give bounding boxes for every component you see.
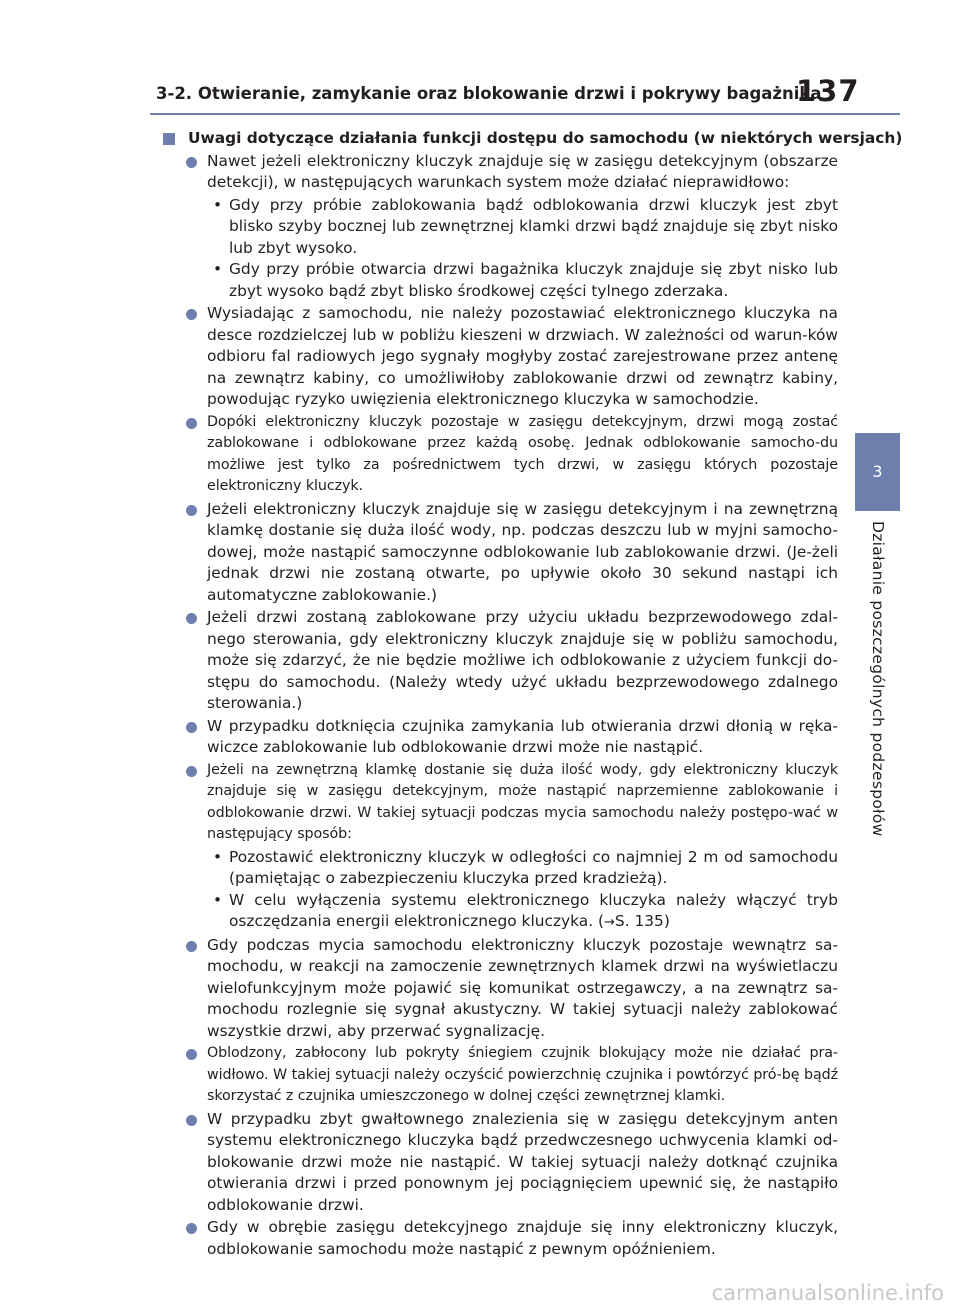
circle-bullet-icon [186, 613, 197, 624]
circle-bullet-icon [186, 1223, 197, 1234]
sub-list-item-text: Gdy przy próbie zablokowania bądź odblokowania drzwi kluczyk jest zbyt blisko szyby bocznej lub zewnętrznej klamki drzwi bądź znajduje się zbyt nisko lub zbyt wysoko. [229, 195, 838, 257]
list-item [163, 607, 838, 715]
page-reference: S. 135) [614, 912, 670, 930]
section-heading [163, 128, 903, 150]
sub-list-item [163, 195, 838, 260]
section-heading-text: Uwagi dotyczące działania funkcji dostępu do samochodu (w niektórych wersjach) [188, 129, 903, 147]
list-item [163, 760, 838, 846]
circle-bullet-icon [186, 309, 197, 320]
list-item [163, 1043, 838, 1108]
list-item-text: Oblodzony, zabłocony lub pokryty śniegiem czujnik blokujący może nie działać pra-widłowo. W takiej sytuacji należy oczyścić powierzchnię czujnika i powtórzyć pró-bę bądź skorzystać z czujnika umieszczonego w dolnej części zewnętrznej klamki. [207, 1045, 838, 1104]
list-item-text: Wysiadając z samochodu, nie należy pozostawiać elektronicznego kluczyka na desce rozdzielczej lub w pobliżu kieszeni w drzwiach. W zależności od warun-ków odbioru fal radiowych jego sygnały mogłyby zostać zarejestrowane przez antenę na zewnątrz kabiny, co umożliwiłoby zablokowanie drzwi od zewnątrz kabiny, powodując ryzyko uwięzienia elektronicznego kluczyka w samochodzie. [207, 304, 838, 408]
circle-bullet-icon [186, 505, 197, 516]
watermark: carmanualsonline.info [711, 1281, 944, 1305]
list-item-text: Jeżeli elektroniczny kluczyk znajduje się w zasięgu detekcyjnym i na zewnętrzną klamkę dostanie się duża ilość wody, np. podczas deszczu lub w myjni samocho-dowej, może nastąpić samoczynne odblokowanie lub zablokowanie drzwi. (Je-żeli jednak drzwi nie zostaną otwarte, po upływie około 30 sekund nastąpi ich automatyczne zablokowanie.) [207, 499, 838, 604]
sub-list-item-text: Gdy przy próbie otwarcia drzwi bagażnika kluczyk znajduje się zbyt nisko lub zbyt wysoko bądź zbyt blisko środkowej części tylnego zderzaka. [229, 260, 838, 300]
sub-list-item [163, 890, 838, 934]
list-item-text: Gdy w obrębie zasięgu detekcyjnego znajduje się inny elektroniczny kluczyk, odblokowanie samochodu może nastąpić z pewnym opóźnieniem. [207, 1218, 838, 1258]
list-item [163, 935, 838, 1043]
list-item-text: Dopóki elektroniczny kluczyk pozostaje w zasięgu detekcyjnym, drzwi mogą zostać zablokowane i odblokowane przez każdą osobę. Jednak odblokowanie samocho-du możliwe jest tylko za pośrednictwem tych drzwi, w zasięgu których pozostaje elektroniczny kluczyk. [207, 413, 838, 494]
list-item-text: Nawet jeżeli elektroniczny kluczyk znajduje się w zasięgu detekcyjnym (obszarze detekcji), w następujących warunkach system może działać nieprawidłowo: [207, 151, 838, 191]
circle-bullet-icon [186, 766, 197, 777]
circle-bullet-icon [186, 418, 197, 429]
list-item-text: Jeżeli na zewnętrzną klamkę dostanie się duża ilość wody, gdy elektroniczny kluczyk znajduje się w zasięgu detekcyjnym, może nastąpić naprzemienne zablokowanie i odblokowanie drzwi. W takiej sytuacji podczas mycia samochodu należy postępo-wać w następujący sposób: [207, 761, 838, 842]
list-item [163, 303, 838, 411]
sub-bullet-marker: • [213, 195, 223, 214]
circle-bullet-icon [186, 157, 197, 168]
list-item [163, 412, 838, 498]
sub-bullet-marker: • [213, 847, 223, 866]
sub-bullet-marker: • [213, 260, 223, 278]
circle-bullet-icon [186, 941, 197, 952]
sub-list-item [163, 847, 838, 890]
list-item-text: W przypadku zbyt gwałtownego znalezienia się w zasięgu detekcyjnym anten systemu elektronicznego kluczyka bądź przedwczesnego uchwycenia klamki od-blokowanie drzwi może nie nastąpić. W takiej sytuacji należy dotknąć czujnika otwierania drzwi i przed ponownym jej pociągnięciem upewnić się, że nastąpiło odblokowanie drzwi. [207, 1109, 838, 1214]
sub-list-item-text: Pozostawić elektroniczny kluczyk w odległości co najmniej 2 m od samochodu (pamiętając o zabezpieczeniu kluczyka przed kradzieżą). [229, 847, 838, 887]
circle-bullet-icon [186, 1049, 197, 1060]
header-rule [150, 113, 900, 115]
arrow-right-icon: → [604, 915, 615, 930]
list-item [163, 716, 838, 759]
list-item [163, 1217, 838, 1260]
list-item-text: Gdy podczas mycia samochodu elektroniczny kluczyk pozostaje wewnątrz sa-mochodu, w reakcji na zamoczenie zewnętrznych klamek drzwi na wyświetlaczu wielofunkcyjnym może pojawić się komunikat ostrzegawczy, a na zewnątrz sa-mochodu rozlegnie się sygnał akustyczny. W takiej sytuacji należy zablokować wszystkie drzwi, aby przerwać sygnalizację. [207, 935, 838, 1040]
list-item [163, 151, 838, 194]
sub-list-item-text: W celu wyłączenia systemu elektronicznego kluczyka należy włączyć tryb oszczędzania energii elektronicznego kluczyka. ( [229, 890, 838, 930]
list-item [163, 1109, 838, 1217]
sub-bullet-marker: • [213, 890, 223, 909]
chapter-title-text: Działanie poszczególnych podzespołów [869, 521, 887, 837]
list-item-text: W przypadku dotknięcia czujnika zamykania lub otwierania drzwi dłonią w ręka-wiczce zablokowanie lub odblokowanie drzwi może nie nastąpić. [207, 716, 838, 756]
circle-bullet-icon [186, 722, 197, 733]
page-number: 137 [796, 74, 860, 108]
list-item [163, 499, 838, 607]
list-item-text: Jeżeli drzwi zostaną zablokowane przy użyciu układu bezprzewodowego zdal-nego sterowania, gdy elektroniczny kluczyk znajduje się w pobliżu samochodu, może się zdarzyć, że nie będzie możliwe ich odblokowanie z użyciem funkcji do-stępu do samochodu. (Należy wtedy użyć układu bezprzewodowego zdalnego sterowania.) [207, 608, 838, 712]
square-bullet-icon [163, 133, 175, 145]
chapter-tab: 3 [855, 433, 900, 511]
header-title: 3-2. Otwieranie, zamykanie oraz blokowanie drzwi i pokrywy bagażnika [156, 84, 822, 103]
sub-list-item [163, 259, 838, 302]
circle-bullet-icon [186, 1115, 197, 1126]
chapter-title-vertical [855, 521, 900, 837]
